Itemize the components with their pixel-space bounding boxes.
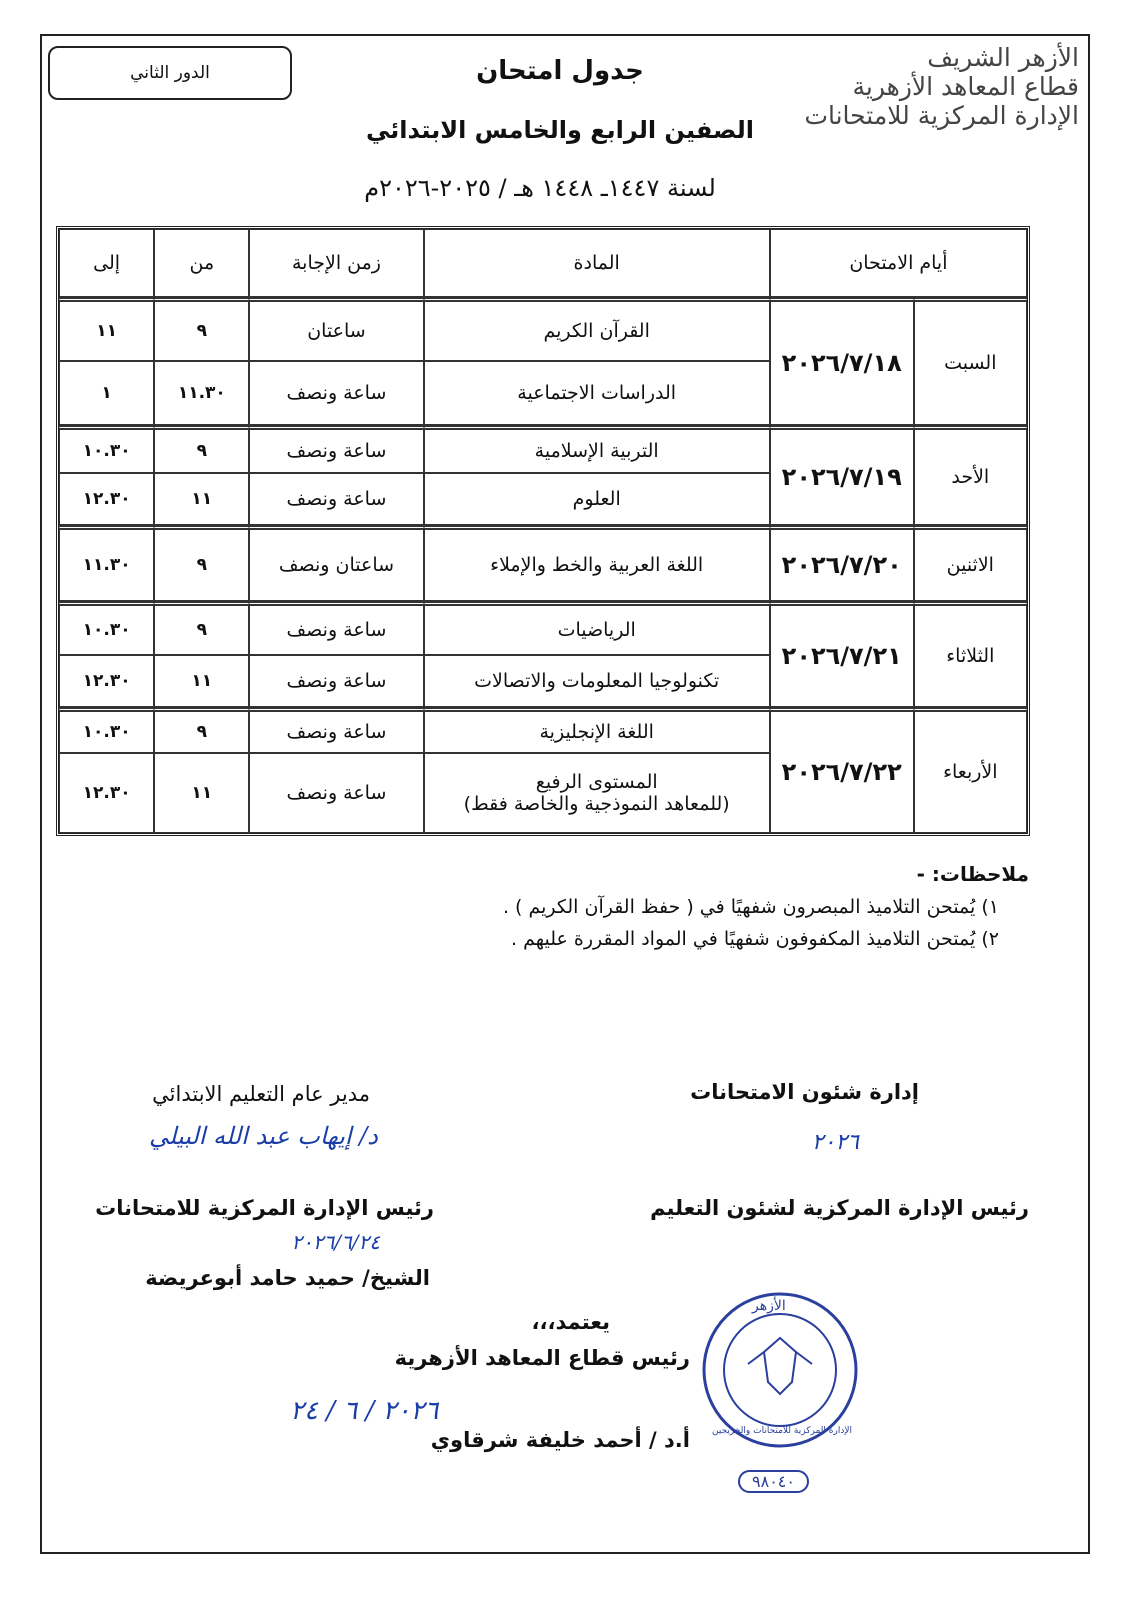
to-cell: ١٢.٣٠ <box>59 473 154 525</box>
sector-head-signature: ٢٠٢٦ / ٦ / ٢٤ <box>290 1396 439 1426</box>
duration-cell: ساعة ونصف <box>249 361 423 425</box>
day-cell: الثلاثاء <box>914 601 1027 707</box>
to-cell: ١٠.٣٠ <box>59 425 154 473</box>
note-item: ١) يُمتحن التلاميذ المبصرون شفهيًا في ( حفظ القرآن الكريم ) . <box>502 896 999 918</box>
subject-cell: اللغة الإنجليزية <box>424 707 770 753</box>
table-row <box>59 525 1027 601</box>
central-exams-label: رئيس الإدارة المركزية للامتحانات <box>95 1196 434 1220</box>
table-row <box>59 425 1027 473</box>
subject-cell: تكنولوجيا المعلومات والاتصالات <box>424 655 770 707</box>
subject-title: المستوى الرفيع <box>535 771 658 793</box>
to-cell: ١ <box>59 361 154 425</box>
table-row <box>59 297 1027 361</box>
seal-number: ٩٨٠٤٠ <box>738 1470 809 1493</box>
page-title: جدول امتحان <box>476 56 644 86</box>
subject-cell <box>424 753 770 833</box>
to-cell: ١١ <box>59 297 154 361</box>
day-cell: الأربعاء <box>914 707 1027 833</box>
from-cell: ١١.٣٠ <box>154 361 249 425</box>
header-duration: زمن الإجابة <box>249 229 423 297</box>
subject-cell: التربية الإسلامية <box>424 425 770 473</box>
page-subtitle: الصفين الرابع والخامس الابتدائي <box>366 116 754 144</box>
notes-heading: ملاحظات: - <box>916 862 1029 886</box>
from-cell: ١١ <box>154 473 249 525</box>
logo-line-3: الإدارة المركزية للامتحانات <box>804 100 1079 130</box>
duration-cell: ساعة ونصف <box>249 753 423 833</box>
to-cell: ١١.٣٠ <box>59 525 154 601</box>
seal-top-text: الأزهر <box>752 1298 786 1314</box>
to-cell: ١٠.٣٠ <box>59 601 154 655</box>
duration-cell: ساعة ونصف <box>249 425 423 473</box>
duration-cell: ساعتان ونصف <box>249 525 423 601</box>
from-cell: ١١ <box>154 655 249 707</box>
primary-director-signature: د/ إيهاب عبد الله البيلي <box>149 1122 378 1150</box>
azhar-logo <box>789 44 1079 130</box>
table-row <box>59 601 1027 655</box>
header-days: أيام الامتحان <box>770 229 1027 297</box>
seal-ring-text: الإدارة المركزية للامتحانات والخريجين <box>712 1426 852 1436</box>
duration-cell: ساعة ونصف <box>249 473 423 525</box>
duration-cell: ساعتان <box>249 297 423 361</box>
subject-note: (للمعاهد النموذجية والخاصة فقط) <box>463 793 730 815</box>
date-cell: ٢٠٢٦/٧/١٩ <box>770 425 914 525</box>
sector-head-label: رئيس قطاع المعاهد الأزهرية <box>394 1346 690 1370</box>
header-from: من <box>154 229 249 297</box>
from-cell: ٩ <box>154 707 249 753</box>
logo-line-1: الأزهر الشريف <box>927 43 1079 72</box>
date-cell: ٢٠٢٦/٧/٢٢ <box>770 707 914 833</box>
approval-label: يعتمد،،، <box>531 1310 610 1334</box>
from-cell: ١١ <box>154 753 249 833</box>
from-cell: ٩ <box>154 601 249 655</box>
to-cell: ١٠.٣٠ <box>59 707 154 753</box>
central-education-label: رئيس الإدارة المركزية لشئون التعليم <box>650 1196 1029 1220</box>
day-cell: الاثنين <box>914 525 1027 601</box>
date-cell: ٢٠٢٦/٧/١٨ <box>770 297 914 425</box>
duration-cell: ساعة ونصف <box>249 655 423 707</box>
sector-head-name: أ.د / أحمد خليفة شرقاوي <box>430 1428 690 1452</box>
subject-cell: الدراسات الاجتماعية <box>424 361 770 425</box>
subject-cell: العلوم <box>424 473 770 525</box>
logo-line-2: قطاع المعاهد الأزهرية <box>852 71 1079 101</box>
duration-cell: ساعة ونصف <box>249 601 423 655</box>
from-cell: ٩ <box>154 297 249 361</box>
note-item: ٢) يُمتحن التلاميذ المكفوفون شفهيًا في المواد المقررة عليهم . <box>511 928 999 950</box>
from-cell: ٩ <box>154 525 249 601</box>
date-cell: ٢٠٢٦/٧/٢١ <box>770 601 914 707</box>
table-row <box>59 707 1027 753</box>
exam-schedule-table <box>56 226 1030 836</box>
year-line: لسنة ١٤٤٧ـ ١٤٤٨ هـ / ٢٠٢٥-٢٠٢٦م <box>364 174 716 202</box>
date-cell: ٢٠٢٦/٧/٢٠ <box>770 525 914 601</box>
day-cell: السبت <box>914 297 1027 425</box>
duration-cell: ساعة ونصف <box>249 707 423 753</box>
central-exams-name: الشيخ/ حميد حامد أبوعريضة <box>145 1266 430 1290</box>
session-box: الدور الثاني <box>48 46 292 100</box>
table-header-row <box>59 229 1027 297</box>
subject-cell: الرياضيات <box>424 601 770 655</box>
central-exams-signature: ٢٠٢٦/٦/٢٤ <box>291 1230 380 1254</box>
day-cell: الأحد <box>914 425 1027 525</box>
header-subject: المادة <box>424 229 770 297</box>
subject-cell: القرآن الكريم <box>424 297 770 361</box>
exams-affairs-signature: ٢٠٢٦ <box>811 1130 859 1155</box>
from-cell: ٩ <box>154 425 249 473</box>
to-cell: ١٢.٣٠ <box>59 655 154 707</box>
subject-cell: اللغة العربية والخط والإملاء <box>424 525 770 601</box>
exams-affairs-label: إدارة شئون الامتحانات <box>690 1080 919 1104</box>
header-to: إلى <box>59 229 154 297</box>
to-cell: ١٢.٣٠ <box>59 753 154 833</box>
primary-director-label: مدير عام التعليم الابتدائي <box>152 1082 370 1106</box>
